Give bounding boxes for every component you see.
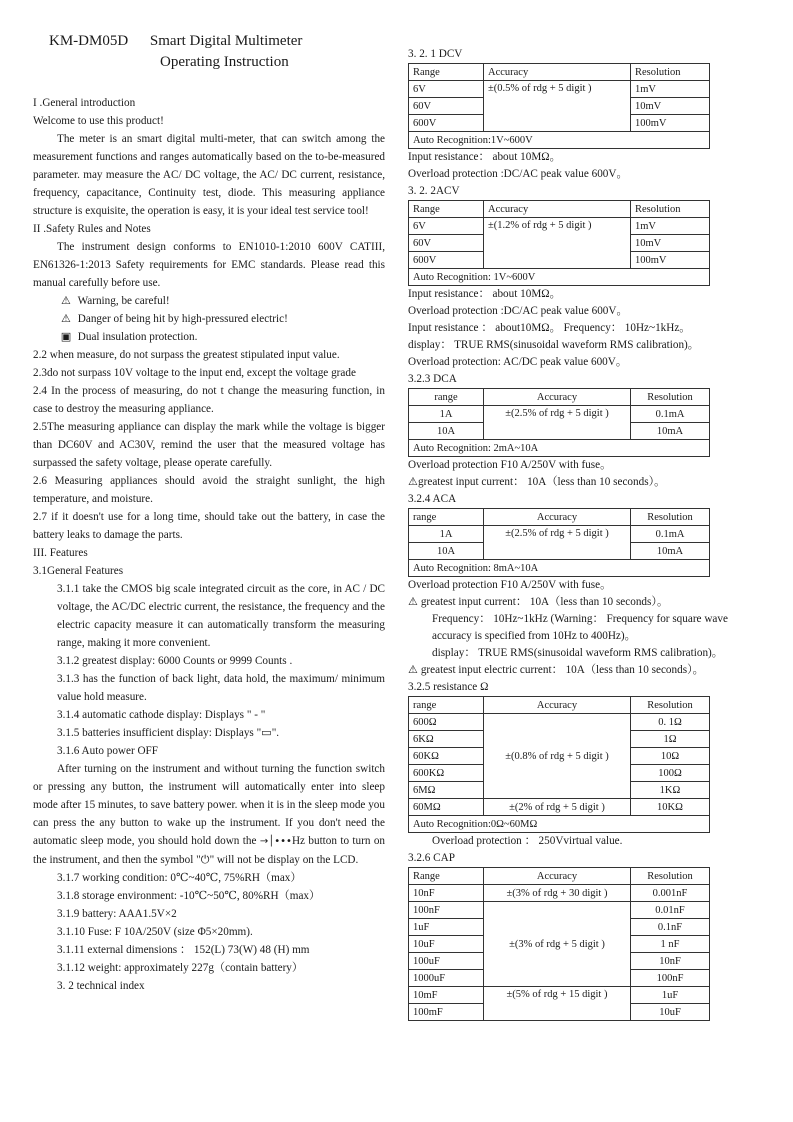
- hz-label: Hz: [291, 835, 305, 847]
- resolution-cell: 100Ω: [631, 765, 710, 782]
- dca-note: [408, 474, 760, 491]
- resolution-cell: 0. 1Ω: [631, 714, 710, 731]
- header-range: Range: [409, 201, 484, 218]
- note-2-7: 2.7 if it doesn't use for a long time, should take out the battery, in case the battery leaks to damage the parts.: [33, 511, 385, 541]
- battery-icon: ▭: [261, 727, 272, 739]
- acv-note: display： TRUE RMS(sinusoidal waveform RMS calibration)。: [408, 339, 699, 351]
- note-2-6: 2.6 Measuring appliances should avoid the straight sunlight, the high temperature, and moisture.: [33, 475, 385, 505]
- resolution-cell: 10mV: [631, 98, 710, 115]
- auto-power-off-text: After turning on the instrument and without turning the function switch or pressing any button, the instrument will automatically enter into sleep mode after 15 minutes, to save battery power. when it is in the sleep mode you can press the any button to wake up the instrument. If you don't need the automatic sleep mode, you should hold down the: [33, 763, 385, 847]
- auto-power-off-paragraph: [33, 760, 385, 869]
- range-cell: 6V: [409, 218, 484, 235]
- accuracy-cell: ±(5% of rdg + 15 digit ): [484, 987, 631, 1021]
- table-row: [409, 987, 710, 1004]
- resolution-cell: 1mV: [631, 218, 710, 235]
- range-cell: 6V: [409, 81, 484, 98]
- table-header-row: [409, 64, 710, 81]
- range-cell: 6KΩ: [409, 731, 484, 748]
- feature-3-1-5-text: 3.1.5 batteries insufficient display: Displays ": [57, 727, 262, 739]
- dca-table: [408, 388, 710, 457]
- aca-note-text: greatest input current： 10A（less than 10 seconds）。: [420, 596, 669, 608]
- table-row: [409, 132, 710, 149]
- resolution-cell: 10KΩ: [631, 799, 710, 816]
- header-resolution: Resolution: [631, 389, 710, 406]
- section-2-heading: II .Safety Rules and Notes: [33, 223, 151, 235]
- dca-note: Overload protection F10 A/250V with fuse。: [408, 459, 612, 471]
- range-cell: 6MΩ: [409, 782, 484, 799]
- resolution-cell: 10mA: [631, 543, 710, 560]
- aca-note: [408, 662, 760, 679]
- range-cell: 10nF: [409, 885, 484, 902]
- header-accuracy: Accuracy: [484, 509, 631, 526]
- section-1-heading: I .General introduction: [33, 97, 136, 109]
- document-subtitle: Operating Instruction: [160, 54, 289, 70]
- intro-paragraph: The meter is an smart digital multi-meter, that can switch among the measurement functions and ranges automatically based on the to-be-measured parameter. may measure the AC/ DC voltage, the AC/ DC current, resistance, frequency, capacitance, Continuity test, diode. This measuring appliance structure is exquisite, the operation is easy, it is your ideal test service tool!: [33, 133, 385, 217]
- feature-3-1-10: 3.1.10 Fuse: F 10A/250V (size Φ5×20mm).: [57, 926, 253, 938]
- double-insulation-icon: ▣: [60, 331, 72, 343]
- technical-index-heading: 3. 2 technical index: [57, 980, 145, 992]
- left-text-flow: [33, 94, 385, 995]
- aca-note: display： TRUE RMS(sinusoidal waveform RMS calibration)。: [432, 647, 723, 659]
- table-header-row: [409, 697, 710, 714]
- resolution-cell: 0.1mA: [631, 406, 710, 423]
- table-row: [409, 816, 710, 833]
- feature-3-1-6: 3.1.6 Auto power OFF: [57, 745, 159, 757]
- range-cell: 100nF: [409, 902, 484, 919]
- resolution-cell: 1 nF: [631, 936, 710, 953]
- resistance-table: [408, 696, 710, 833]
- feature-3-1: 3.1General Features: [33, 565, 124, 577]
- feature-3-1-3: 3.1.3 has the function of back light, data hold, the maximum/ minimum value hold measure.: [57, 673, 385, 703]
- header-resolution: Resolution: [631, 509, 710, 526]
- range-cell: 600Ω: [409, 714, 484, 731]
- feature-3-1-11: 3.1.11 external dimensions ： 152(L) 73(W) 48 (H) mm: [57, 944, 310, 956]
- accuracy-cell: ±(2% of rdg + 5 digit ): [484, 799, 631, 816]
- resolution-cell: 0.1mA: [631, 526, 710, 543]
- header-range: range: [409, 697, 484, 714]
- product-name: Smart Digital Multimeter: [149, 33, 303, 49]
- dcv-heading: 3. 2. 1 DCV: [408, 48, 463, 60]
- table-row: [409, 269, 710, 286]
- auto-recognition-cell: Auto Recognition: 1V~600V: [409, 269, 710, 286]
- danger-text: Danger of being hit by high-pressured electric!: [77, 313, 288, 325]
- note-2-3: 2.3do not surpass 10V voltage to the input end, except the voltage grade: [33, 367, 356, 379]
- table-row: [409, 526, 710, 543]
- header-range: Range: [409, 868, 484, 885]
- range-cell: 1uF: [409, 919, 484, 936]
- accuracy-cell: ±(2.5% of rdg + 5 digit ): [484, 406, 631, 440]
- acv-note: Input resistance ： about10MΩ。 Frequency： 10Hz~1kHz。: [408, 322, 691, 334]
- table-header-row: [409, 389, 710, 406]
- header-accuracy: Accuracy: [484, 389, 631, 406]
- resistance-heading: 3.2.5 resistance Ω: [408, 681, 489, 693]
- resolution-cell: 1Ω: [631, 731, 710, 748]
- diode-continuity-icon: →│•••: [259, 836, 292, 847]
- cap-table: [408, 867, 710, 1021]
- range-cell: 1000uF: [409, 970, 484, 987]
- right-text-flow: [408, 46, 760, 1021]
- table-row: [409, 81, 710, 98]
- resolution-cell: 10nF: [631, 953, 710, 970]
- range-cell: 1A: [409, 526, 484, 543]
- model-name: KM-DM05D: [49, 33, 129, 49]
- section-3-heading: III. Features: [33, 547, 88, 559]
- resolution-cell: 100mV: [631, 252, 710, 269]
- resolution-cell: 0.1nF: [631, 919, 710, 936]
- table-row: [409, 714, 710, 731]
- resolution-cell: 10mV: [631, 235, 710, 252]
- resolution-cell: 100nF: [631, 970, 710, 987]
- auto-recognition-cell: Auto Recognition: 8mA~10A: [409, 560, 710, 577]
- range-cell: 600V: [409, 252, 484, 269]
- warning-triangle-icon: ⚠: [408, 664, 419, 676]
- header-resolution: Resolution: [631, 201, 710, 218]
- resolution-cell: 10uF: [631, 1004, 710, 1021]
- table-row: [409, 218, 710, 235]
- dca-note-text: greatest input current： 10A（less than 10 seconds）。: [418, 476, 666, 488]
- note-2-4: 2.4 In the process of measuring, do not t change the measuring function, in case to destroy the measuring appliance.: [33, 385, 385, 415]
- insulation-line: [33, 328, 385, 346]
- insulation-text: Dual insulation protection.: [77, 331, 198, 343]
- cap-heading: 3.2.6 CAP: [408, 852, 455, 864]
- feature-3-1-7: 3.1.7 working condition: 0℃~40℃, 75%RH（max）: [57, 872, 302, 884]
- range-cell: 10mF: [409, 987, 484, 1004]
- feature-3-1-4: 3.1.4 automatic cathode display: Displays " - ": [57, 709, 266, 721]
- accuracy-cell: ±(0.5% of rdg + 5 digit ): [484, 81, 631, 132]
- range-cell: 60V: [409, 98, 484, 115]
- feature-3-1-5: [33, 724, 385, 742]
- welcome-text: Welcome to use this product!: [33, 115, 164, 127]
- table-row: [409, 560, 710, 577]
- warning-line: [33, 292, 385, 310]
- range-cell: 10A: [409, 543, 484, 560]
- resolution-cell: 1mV: [631, 81, 710, 98]
- feature-3-1-5-end: ".: [271, 727, 280, 739]
- document-title: [49, 33, 389, 50]
- range-cell: 60V: [409, 235, 484, 252]
- range-cell: 60KΩ: [409, 748, 484, 765]
- range-cell: 600KΩ: [409, 765, 484, 782]
- header-range: range: [409, 509, 484, 526]
- dca-heading: 3.2.3 DCA: [408, 373, 457, 385]
- warning-triangle-icon: ⚠: [408, 596, 419, 608]
- range-cell: 600V: [409, 115, 484, 132]
- header-accuracy: Accuracy: [484, 64, 631, 81]
- resolution-cell: 100mV: [631, 115, 710, 132]
- header-accuracy: Accuracy: [484, 201, 631, 218]
- header-range: Range: [409, 64, 484, 81]
- auto-power-off-tail2: " will not be display on the LCD.: [209, 854, 359, 866]
- warning-text: Warning, be careful!: [77, 295, 170, 307]
- table-row: [409, 799, 710, 816]
- table-row: [409, 902, 710, 919]
- header-range: range: [409, 389, 484, 406]
- resolution-cell: 1uF: [631, 987, 710, 1004]
- resolution-cell: 0.001nF: [631, 885, 710, 902]
- range-cell: 100uF: [409, 953, 484, 970]
- header-accuracy: Accuracy: [484, 697, 631, 714]
- feature-3-1-9: 3.1.9 battery: AAA1.5V×2: [57, 908, 177, 920]
- table-header-row: [409, 509, 710, 526]
- feature-3-1-2: 3.1.2 greatest display: 6000 Counts or 9999 Counts .: [57, 655, 293, 667]
- dcv-note: Input resistance： about 10MΩ。: [408, 151, 561, 163]
- header-resolution: Resolution: [631, 868, 710, 885]
- aca-note-text: greatest input electric current： 10A（less than 10 seconds）。: [420, 664, 704, 676]
- dcv-note: Overload protection :DC/AC peak value 600V。: [408, 168, 628, 180]
- accuracy-cell: ±(1.2% of rdg + 5 digit ): [484, 218, 631, 269]
- acv-note: Overload protection :DC/AC peak value 600V。: [408, 305, 628, 317]
- resolution-cell: 10Ω: [631, 748, 710, 765]
- auto-recognition-cell: Auto Recognition: 2mA~10A: [409, 440, 710, 457]
- feature-3-1-8: 3.1.8 storage environment: -10℃~50℃, 80%RH（max）: [57, 890, 321, 902]
- warning-triangle-icon: ⚠: [60, 295, 72, 307]
- aca-note: [408, 594, 760, 611]
- resolution-cell: 10mA: [631, 423, 710, 440]
- acv-note: Input resistance： about 10MΩ。: [408, 288, 561, 300]
- aca-heading: 3.2.4 ACA: [408, 493, 457, 505]
- feature-3-1-1: 3.1.1 take the CMOS big scale integrated circuit as the core, in AC / DC voltage, the AC/DC electric current, the resistance, the frequency and the electric capacity measure it can automatically transform the measuring range, making it more convenient.: [57, 583, 385, 649]
- header-resolution: Resolution: [631, 64, 710, 81]
- auto-recognition-cell: Auto Recognition:1V~600V: [409, 132, 710, 149]
- accuracy-cell: ±(3% of rdg + 5 digit ): [484, 902, 631, 987]
- table-row: [409, 406, 710, 423]
- accuracy-cell: ±(2.5% of rdg + 5 digit ): [484, 526, 631, 560]
- table-header-row: [409, 868, 710, 885]
- acv-table: [408, 200, 710, 286]
- resistance-note: Overload protection ： 250Vvirtual value.: [432, 835, 623, 847]
- note-2-2: 2.2 when measure, do not surpass the greatest stipulated input value.: [33, 349, 340, 361]
- range-cell: 10A: [409, 423, 484, 440]
- table-header-row: [409, 201, 710, 218]
- danger-line: [33, 310, 385, 328]
- power-icon: ⏻: [200, 854, 210, 866]
- aca-note: Frequency： 10Hz~1kHz (Warning： Frequency for square wave accuracy is specified from 10Hz to 400Hz)。: [432, 613, 728, 642]
- auto-power-off-tail: button to turn on the instrument, and then the symbol ": [33, 835, 386, 866]
- range-cell: 100mF: [409, 1004, 484, 1021]
- aca-table: [408, 508, 710, 577]
- table-row: [409, 885, 710, 902]
- dcv-table: [408, 63, 710, 149]
- warning-triangle-icon: ⚠: [408, 476, 419, 488]
- acv-heading: 3. 2. 2ACV: [408, 185, 460, 197]
- note-2-5: 2.5The measuring appliance can display the mark while the voltage is bigger than DC60V and AC30V, remind the user that the measured voltage has surpassed the safety voltage, please operate carefully.: [33, 421, 385, 469]
- header-accuracy: Accuracy: [484, 868, 631, 885]
- range-cell: 1A: [409, 406, 484, 423]
- accuracy-cell: ±(0.8% of rdg + 5 digit ): [484, 714, 631, 799]
- range-cell: 10uF: [409, 936, 484, 953]
- aca-note: Overload protection F10 A/250V with fuse。: [408, 579, 612, 591]
- safety-paragraph: The instrument design conforms to EN1010-1:2010 600V CATIII, EN61326-1:2013 Safety requirements for EMC standards. Please read this manual carefully before use.: [33, 241, 385, 289]
- resolution-cell: 0.01nF: [631, 902, 710, 919]
- accuracy-cell: ±(3% of rdg + 30 digit ): [484, 885, 631, 902]
- table-row: [409, 440, 710, 457]
- header-resolution: Resolution: [631, 697, 710, 714]
- high-voltage-icon: ⚠: [60, 313, 72, 325]
- range-cell: 60MΩ: [409, 799, 484, 816]
- feature-3-1-12: 3.1.12 weight: approximately 227g（contain battery）: [57, 962, 304, 974]
- resolution-cell: 1KΩ: [631, 782, 710, 799]
- auto-recognition-cell: Auto Recognition:0Ω~60MΩ: [409, 816, 710, 833]
- acv-note: Overload protection: AC/DC peak value 600V。: [408, 356, 628, 368]
